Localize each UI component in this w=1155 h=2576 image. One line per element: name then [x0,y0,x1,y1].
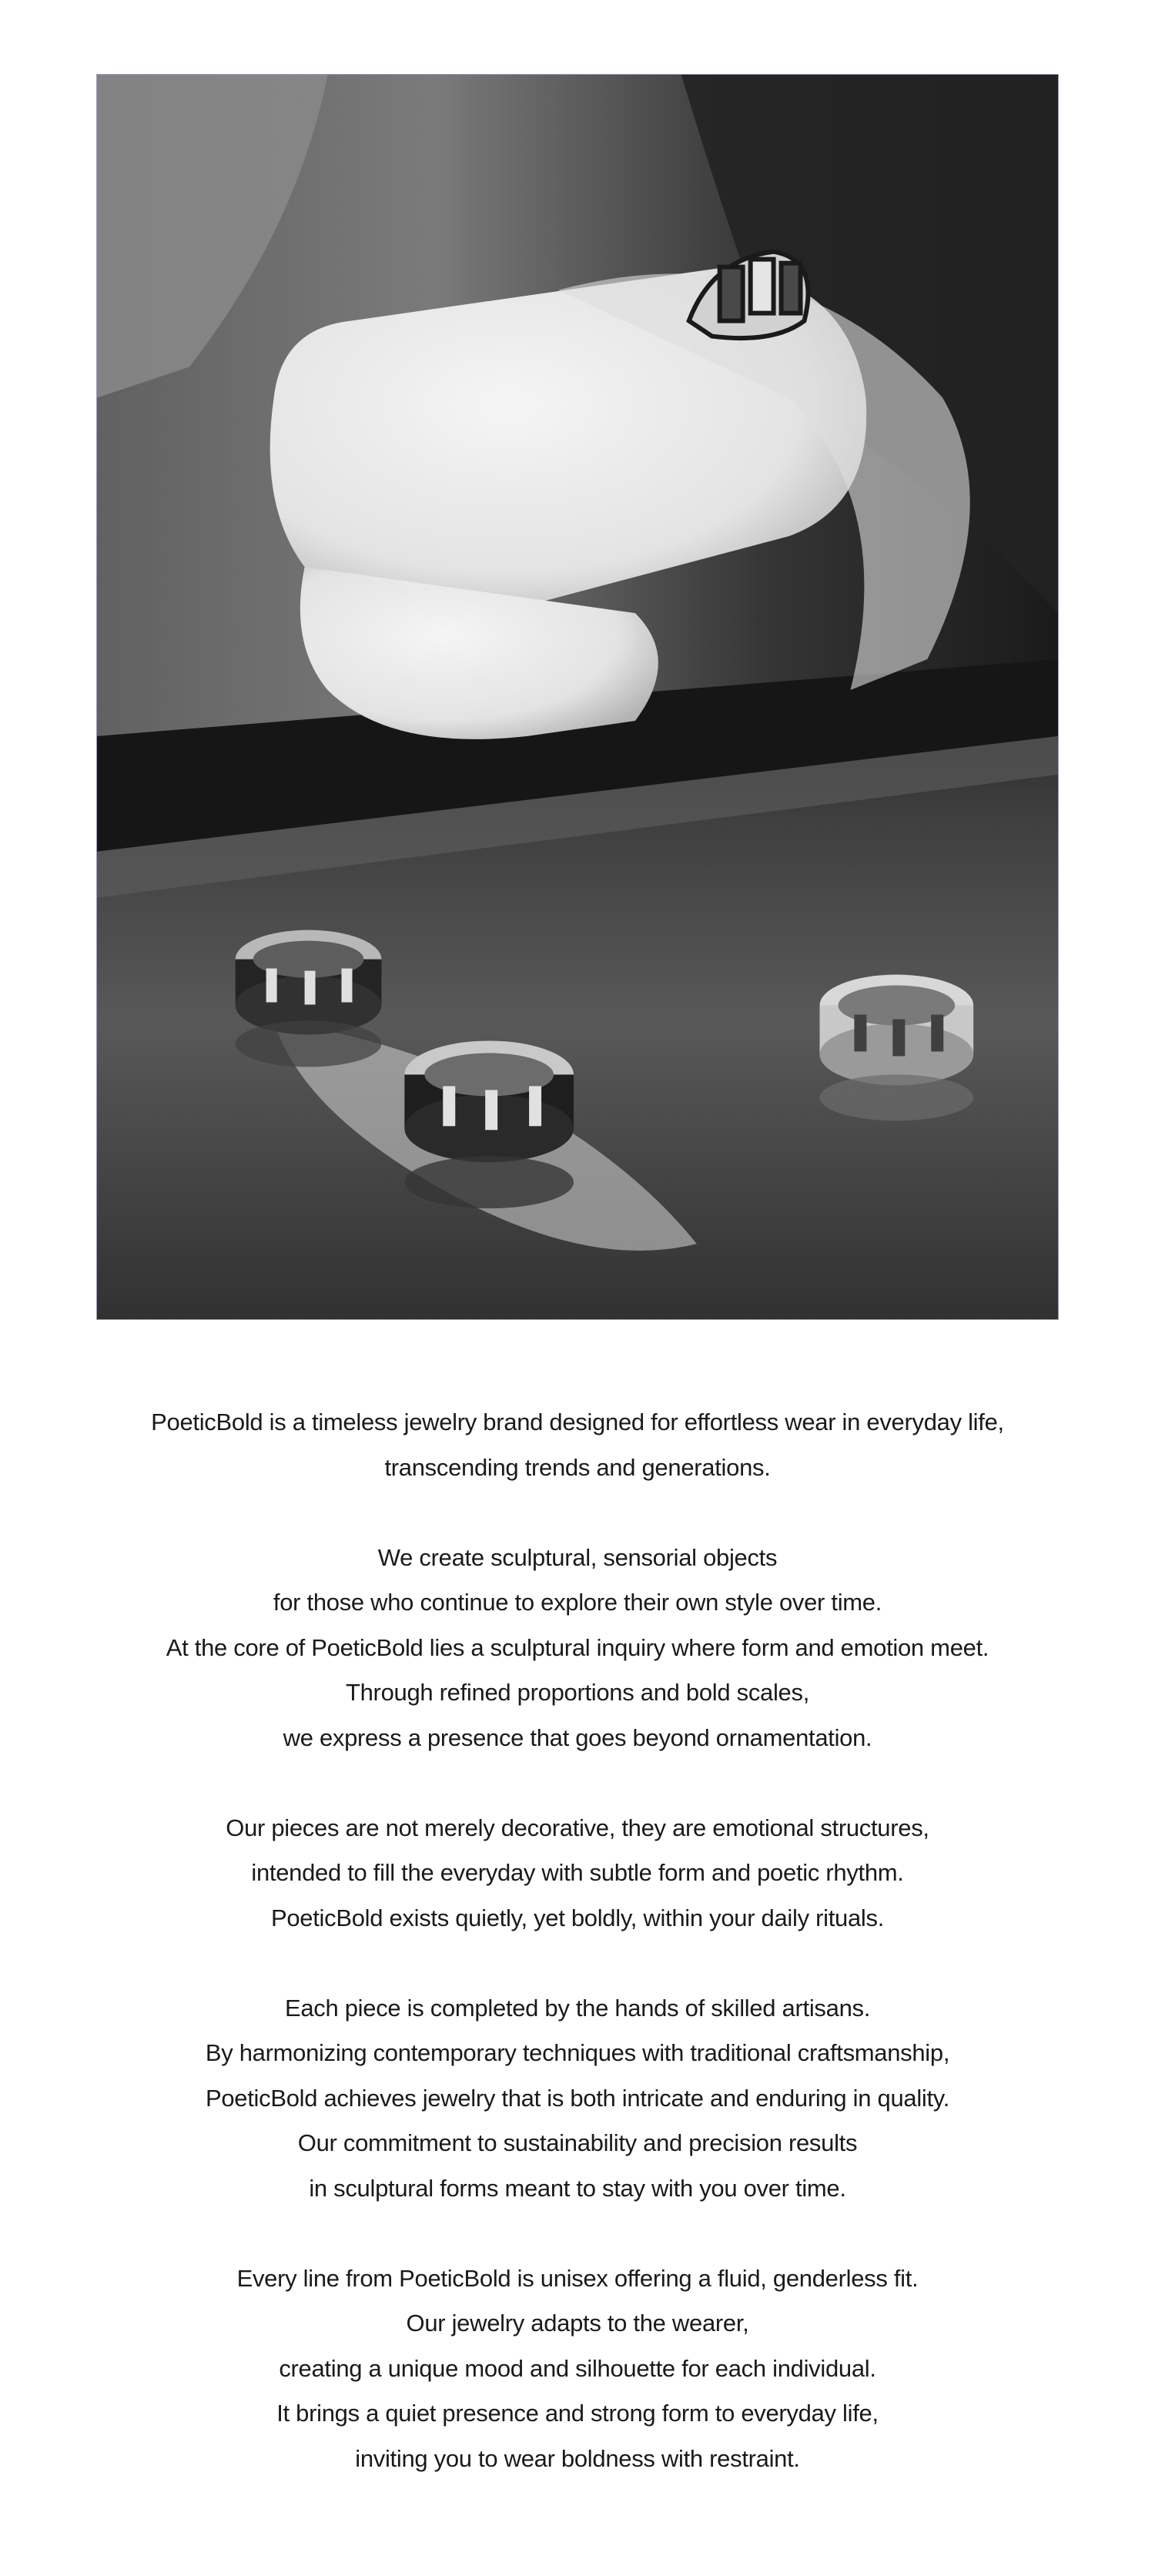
text-line: PoeticBold is a timeless jewelry brand designed for effortless wear in everyday life, [151,1409,1004,1435]
text-line: for those who continue to explore their own style over time. [273,1589,882,1616]
text-line: we express a presence that goes beyond ornamentation. [283,1723,872,1751]
product-photo [96,74,1059,1320]
text-line: inviting you to wear boldness with restraint. [355,2444,800,2472]
text-line: PoeticBold exists quietly, yet boldly, within your daily rituals. [270,1904,885,1931]
text-line: Every line from PoeticBold is unisex offering a fluid, genderless fit. [236,2264,919,2292]
text-line: transcending trends and generations. [384,1453,771,1481]
paragraph-craftsmanship [77,1986,1078,2212]
text-line: in sculptural forms meant to stay with you over time. [309,2174,846,2202]
paragraph-sculptural [77,1536,1078,1761]
text-line: It brings a quiet presence and strong form to everyday life, [276,2400,879,2427]
paragraph-unisex [77,2256,1078,2482]
text-line: Our pieces are not merely decorative, they are emotional structures, [226,1814,929,1841]
text-line: Through refined proportions and bold scales, [345,1679,810,1706]
paragraph-emotional [77,1806,1078,1941]
text-line: At the core of PoeticBold lies a sculptural inquiry where form and emotion meet. [166,1633,989,1661]
text-line: Our jewelry adapts to the wearer, [406,2310,749,2336]
text-line: We create sculptural, sensorial objects [377,1543,778,1571]
text-line: intended to fill the everyday with subtle form and poetic rhythm. [251,1859,904,1886]
rings-photo-illustration [97,75,1058,1319]
text-line: creating a unique mood and silhouette for each individual. [279,2354,876,2382]
text-line: Each piece is completed by the hands of skilled artisans. [284,1994,871,2022]
text-line: PoeticBold achieves jewelry that is both intricate and enduring in quality. [205,2084,950,2112]
brand-description [77,1400,1078,2481]
text-line: By harmonizing contemporary techniques with traditional craftsmanship, [205,2039,950,2066]
text-line: Our commitment to sustainability and precision results [297,2129,858,2156]
paragraph-intro [77,1400,1078,1490]
